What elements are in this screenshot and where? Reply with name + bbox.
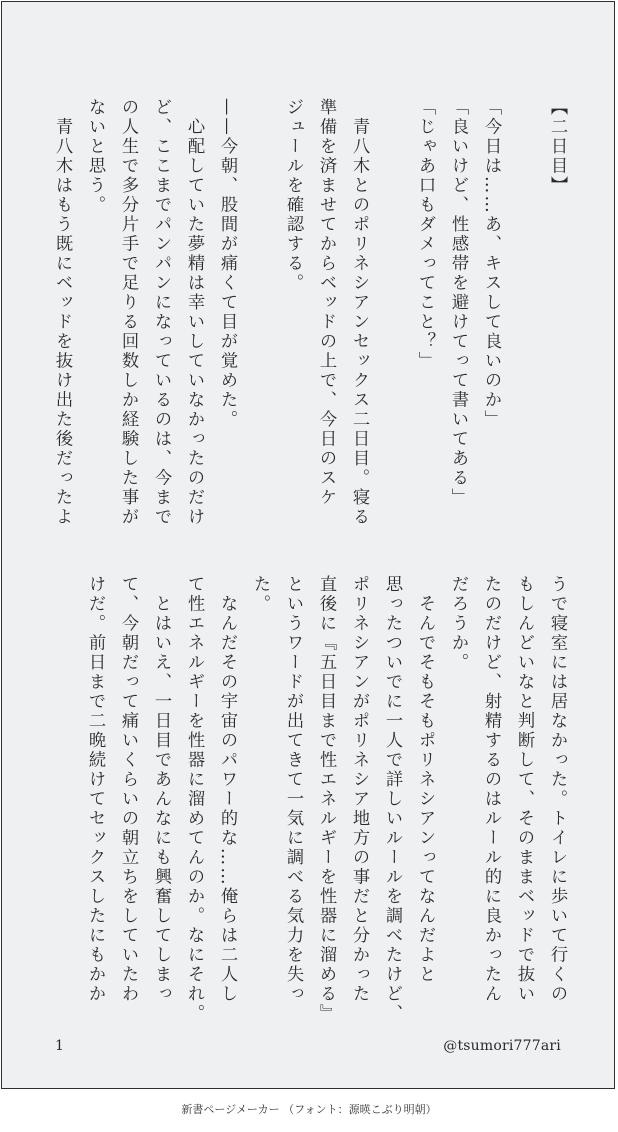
footer-credit: 新書ページメーカー （フォント：源暎こぶり明朝） [181,1103,437,1116]
text-block-top: 【二日目】 「今日は……あ、キスして良いのか」 「良いけど、性感帯を避けてって書いてある」 「じゃあ口もダメってこと？」 青八木とのポリネシアンセックス二日目。寝る 準備を済ませてからベッドの上で、今日のスケ ジュールを確認する。 ——今朝、股間が痛くて目が覚めた。 心配していた夢精は幸いしていなかったのだけ ど、ここまでパンパンになっているのは、今まで の人生で多分片手で足りる回数しか経験した事が ないと思う。 青八木はもう既にベッドを抜け出た後だったよ [52,98,567,527]
page-number: 1 [55,1038,64,1054]
book-page [1,1,615,1089]
text-block-bottom: うで寝室には居なかった。トイレに歩いて行くの もしんどいなと判断して、そのままベッドで抜い たのだけど、射精するのはルール的に良かったん だろうか。 そんでそもそもポリネシアンってなんだよと 思ったついでに一人で詳しいルールを調べたけど、 ポリネシアンがポリネシア地方の事だと分かった 直後に『五日目まで性エネルギーを性器に溜める』 というワードが出てきて一気に調べる気力を失っ た。 なんだその宇宙のパワー的な……俺らは二人し て性エネルギーを性器に溜めてんのか。なにそれ。 とはいえ、一日目であんなにも興奮してしまっ て、今朝だって痛いくらいの朝立ちをしていたわ けだ。前日まで二晩続けてセックスしたにもかか [85,575,567,1024]
author-handle: @tsumori777ari [443,1038,561,1054]
